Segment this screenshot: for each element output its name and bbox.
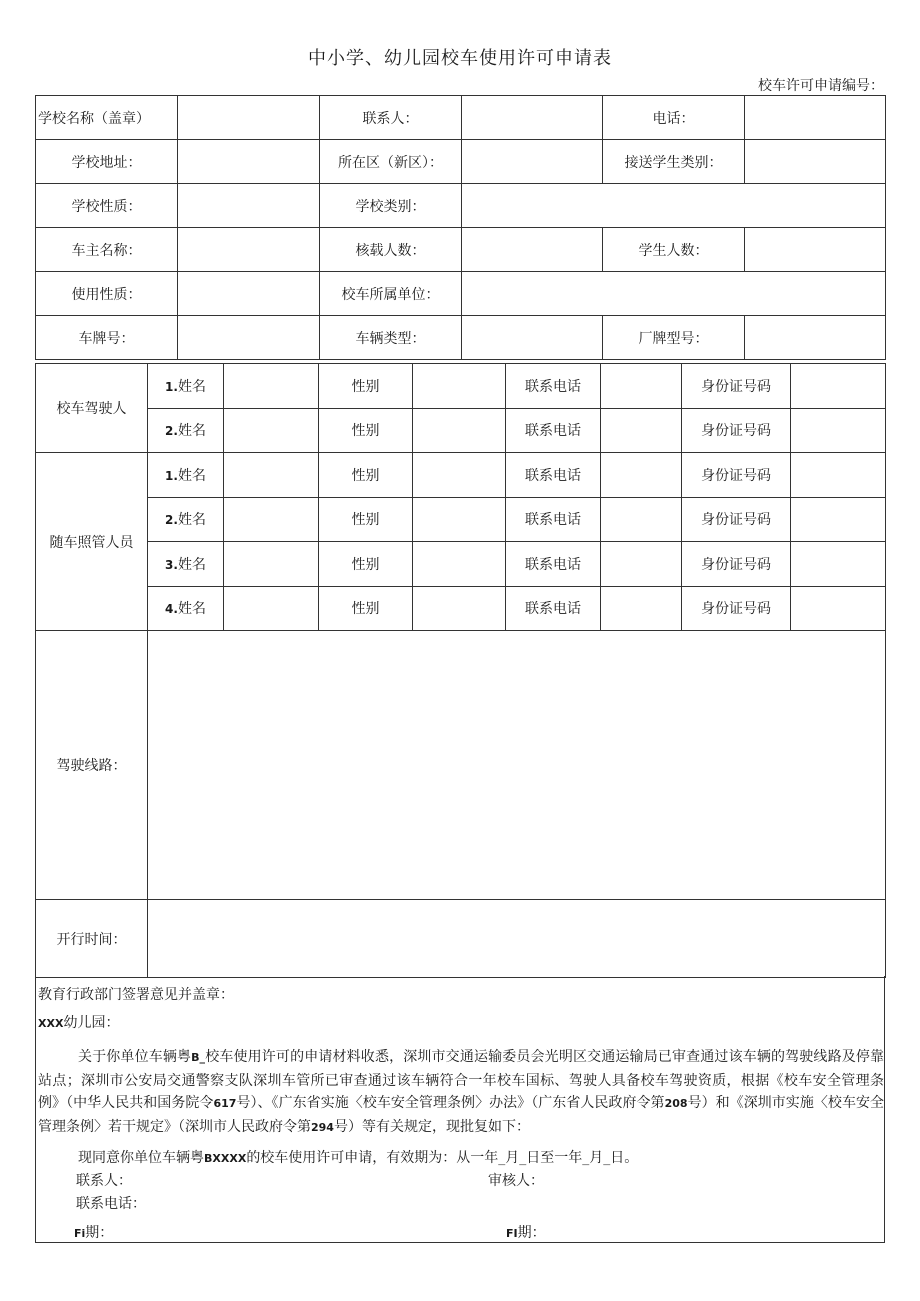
- table-row: [36, 900, 886, 978]
- p2-plate: BXXXX: [204, 1152, 247, 1165]
- attendant-1-number: 1.: [165, 468, 178, 483]
- table-row: [36, 497, 886, 542]
- approval-paragraph: [38, 1046, 884, 1139]
- driver-1-name-text: 姓名: [177, 378, 206, 395]
- plate-field[interactable]: [178, 316, 320, 360]
- driver-1-name-label: [148, 364, 224, 409]
- school-name-label: 学校名称（盖章）: [36, 96, 178, 140]
- table-row: [36, 453, 886, 498]
- table-row: [36, 228, 886, 272]
- p1-text-g: 号）和《深圳市实施〈校车安全管理条例〉若干规定》（深圳市人民政府令第: [38, 1095, 885, 1135]
- school-category-label: 学校类别：: [320, 184, 462, 228]
- phone-field[interactable]: [745, 96, 886, 140]
- phone-label: 电话：: [603, 96, 745, 140]
- contact-label: 联系人：: [320, 96, 462, 140]
- attendant-3-phone-label: 联系电话: [506, 542, 601, 587]
- model-label: 厂牌型号：: [603, 316, 745, 360]
- plate-label: 车牌号：: [36, 316, 178, 360]
- attendant-4-number: 4.: [165, 602, 178, 617]
- attendant-1-gender-field[interactable]: [413, 453, 506, 498]
- attendant-3-gender-field[interactable]: [413, 542, 506, 587]
- addressee-text: 幼儿园：: [63, 1015, 120, 1031]
- attendant-3-name-label: [148, 542, 224, 587]
- p1-text-e: 号）、《广东省实施〈校车安全管理条例〉办法》（广东省人民政府令第: [236, 1095, 665, 1111]
- model-field[interactable]: [745, 316, 886, 360]
- route-table: [35, 630, 886, 978]
- attendant-2-name-text: 姓名: [177, 512, 206, 529]
- attendant-2-id-field[interactable]: [791, 497, 886, 542]
- school-address-field[interactable]: [178, 140, 320, 184]
- attendant-3-name-text: 姓名: [177, 556, 206, 573]
- application-number-label: 校车许可申请编号：: [758, 78, 884, 94]
- attendant-3-number: 3.: [165, 557, 178, 572]
- p1-plate: B_: [191, 1051, 206, 1064]
- approval-decision: [78, 1147, 638, 1167]
- p1-order-208: 208: [664, 1097, 688, 1110]
- vehicle-unit-field[interactable]: [462, 272, 886, 316]
- date-left-text: 期：: [85, 1225, 114, 1241]
- form-title: 中小学、幼儿园校车使用许可申请表: [308, 48, 612, 69]
- addressee-prefix: XXX: [38, 1017, 64, 1030]
- addressee: [38, 1012, 119, 1032]
- usage-field[interactable]: [178, 272, 320, 316]
- approval-contact-label: 联系人：: [76, 1173, 132, 1189]
- attendant-4-gender-field[interactable]: [413, 586, 506, 631]
- attendant-3-id-label: 身份证号码: [682, 542, 791, 587]
- owner-label: 车主名称：: [36, 228, 178, 272]
- capacity-label: 核载人数：: [320, 228, 462, 272]
- attendant-2-gender-field[interactable]: [413, 497, 506, 542]
- driver-1-gender-field[interactable]: [413, 364, 506, 409]
- p2-text-c: 的校车使用许可申请，有效期为：从一年_月_日至一年_月_日。: [246, 1150, 639, 1166]
- date-right-prefix: FI: [506, 1227, 518, 1240]
- attendant-4-name-field[interactable]: [224, 586, 319, 631]
- approval-section: [35, 976, 885, 1243]
- p1-text-i: 号）等有关规定，现批复如下：: [333, 1118, 530, 1135]
- driver-1-number: 1.: [165, 379, 178, 394]
- district-label: 所在区（新区）：: [320, 140, 462, 184]
- p1-text-a: 关于你单位车辆粤: [78, 1049, 192, 1065]
- table-row: [36, 316, 886, 360]
- driver-2-gender-field[interactable]: [413, 408, 506, 453]
- attendant-4-name-label: [148, 586, 224, 631]
- driver-2-id-label: 身份证号码: [682, 408, 791, 453]
- district-field[interactable]: [462, 140, 603, 184]
- capacity-field[interactable]: [462, 228, 603, 272]
- driver-2-gender-label: 性别: [319, 408, 413, 453]
- driver-2-number: 2.: [165, 424, 178, 439]
- school-category-field[interactable]: [462, 184, 886, 228]
- date-left-prefix: Fi: [74, 1227, 86, 1240]
- attendant-1-name-label: [148, 453, 224, 498]
- attendant-3-gender-label: 性别: [319, 542, 413, 587]
- attendant-4-name-text: 姓名: [177, 601, 206, 618]
- date-right-text: 期：: [517, 1225, 546, 1241]
- attendant-3-name-field[interactable]: [224, 542, 319, 587]
- attendant-1-gender-label: 性别: [319, 453, 413, 498]
- start-time-label: 开行时间：: [36, 900, 148, 978]
- driver-1-gender-label: 性别: [319, 364, 413, 409]
- driver-1-name-field[interactable]: [224, 364, 319, 409]
- vehicle-type-label: 车辆类型：: [320, 316, 462, 360]
- driver-section-label: 校车驾驶人: [36, 364, 148, 453]
- attendant-section-label: 随车照管人员: [36, 453, 148, 631]
- attendant-4-id-field[interactable]: [791, 586, 886, 631]
- attendant-2-id-label: 身份证号码: [682, 497, 791, 542]
- approval-date-left: [74, 1222, 113, 1242]
- vehicle-unit-label: 校车所属单位：: [320, 272, 462, 316]
- table-row: [36, 140, 886, 184]
- table-row: [36, 184, 886, 228]
- table-row: [36, 542, 886, 587]
- attendant-1-id-field[interactable]: [791, 453, 886, 498]
- student-type-field[interactable]: [745, 140, 886, 184]
- school-name-field[interactable]: [178, 96, 320, 140]
- school-address-label: 学校地址：: [36, 140, 178, 184]
- p1-text-c: 校车使用许可的申请材料收悉，深圳市交通运输委员会光明区交通运输局已审查通过该车辆的驾驶线路及停靠站点；深圳市公安局交通警察支队深圳车管所已审查通过该车辆符合一年校车国标、驾驶人具备校车驾驶资质，根据《校车安全管理条例》（中华人民共和国务院令: [38, 1049, 885, 1111]
- p1-order-617: 617: [213, 1097, 237, 1110]
- attendant-1-phone-field[interactable]: [601, 453, 682, 498]
- school-nature-label: 学校性质：: [36, 184, 178, 228]
- table-row: [36, 586, 886, 631]
- attendant-4-id-label: 身份证号码: [682, 586, 791, 631]
- table-row: [36, 364, 886, 409]
- vehicle-type-field[interactable]: [462, 316, 603, 360]
- route-field[interactable]: [148, 631, 886, 900]
- school-nature-field[interactable]: [178, 184, 320, 228]
- owner-field[interactable]: [178, 228, 320, 272]
- driver-1-phone-label: 联系电话: [506, 364, 601, 409]
- attendant-3-phone-field[interactable]: [601, 542, 682, 587]
- school-info-table: [35, 95, 886, 360]
- p1-order-294: 294: [311, 1120, 334, 1134]
- driver-1-phone-field[interactable]: [601, 364, 682, 409]
- driver-2-phone-field[interactable]: [601, 408, 682, 453]
- driver-2-name-field[interactable]: [224, 408, 319, 453]
- attendant-2-phone-field[interactable]: [601, 497, 682, 542]
- attendant-1-phone-label: 联系电话: [506, 453, 601, 498]
- approval-heading: 教育行政部门签署意见并盖章：: [38, 987, 234, 1003]
- student-type-label: 接送学生类别：: [603, 140, 745, 184]
- student-count-label: 学生人数：: [603, 228, 745, 272]
- attendant-1-name-field[interactable]: [224, 453, 319, 498]
- attendant-2-gender-label: 性别: [319, 497, 413, 542]
- driver-1-id-field[interactable]: [791, 364, 886, 409]
- driver-2-name-label: [148, 408, 224, 453]
- attendant-2-name-field[interactable]: [224, 497, 319, 542]
- contact-field[interactable]: [462, 96, 603, 140]
- attendant-4-gender-label: 性别: [319, 586, 413, 631]
- driver-2-phone-label: 联系电话: [506, 408, 601, 453]
- attendant-2-name-label: [148, 497, 224, 542]
- attendant-2-number: 2.: [165, 513, 178, 528]
- start-time-field[interactable]: [148, 900, 886, 978]
- driver-2-name-text: 姓名: [177, 423, 206, 440]
- attendant-1-id-label: 身份证号码: [682, 453, 791, 498]
- route-label: 驾驶线路：: [36, 631, 148, 900]
- approval-reviewer-label: 审核人：: [488, 1173, 544, 1189]
- table-row: [36, 408, 886, 453]
- table-row: [36, 631, 886, 900]
- attendant-4-phone-label: 联系电话: [506, 586, 601, 631]
- attendant-2-phone-label: 联系电话: [506, 497, 601, 542]
- table-row: [36, 96, 886, 140]
- driver-2-id-field[interactable]: [791, 408, 886, 453]
- approval-date-right: [506, 1222, 546, 1242]
- usage-label: 使用性质：: [36, 272, 178, 316]
- attendant-1-name-text: 姓名: [177, 467, 206, 484]
- table-row: [36, 272, 886, 316]
- driver-1-id-label: 身份证号码: [682, 364, 791, 409]
- approval-phone-label: 联系电话：: [76, 1196, 146, 1212]
- student-count-field[interactable]: [745, 228, 886, 272]
- personnel-table: [35, 363, 886, 631]
- attendant-4-phone-field[interactable]: [601, 586, 682, 631]
- attendant-3-id-field[interactable]: [791, 542, 886, 587]
- p2-text-a: 现同意你单位车辆粤: [78, 1150, 204, 1166]
